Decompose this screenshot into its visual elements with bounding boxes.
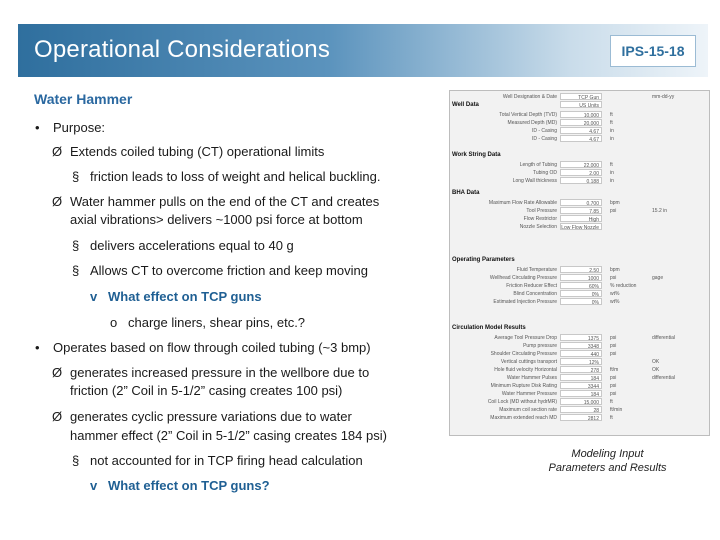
arrow-bullet-icon: Ø bbox=[52, 409, 63, 424]
spreadsheet-row bbox=[450, 119, 709, 127]
row-value-cell: 20,000 bbox=[560, 119, 602, 126]
row-unit: psi bbox=[610, 343, 617, 349]
row-label: Long Wall thickness bbox=[512, 178, 557, 184]
arrow-bullet-icon: Ø bbox=[52, 365, 63, 380]
spreadsheet-row bbox=[450, 406, 709, 414]
row-label: Fluid Temperature bbox=[516, 267, 557, 273]
title-banner bbox=[18, 24, 708, 77]
row-unit: psi bbox=[610, 275, 617, 281]
spreadsheet-row bbox=[450, 414, 709, 422]
row-label: Water Hammer Pulses bbox=[506, 375, 557, 381]
spreadsheet-row bbox=[450, 282, 709, 290]
section-heading: Water Hammer bbox=[34, 91, 133, 107]
row-unit: wt% bbox=[610, 299, 620, 305]
row-note: OK bbox=[652, 359, 660, 365]
arrow-bullet-icon: Ø bbox=[52, 144, 63, 159]
row-unit: psi bbox=[610, 208, 617, 214]
spreadsheet-row bbox=[450, 382, 709, 390]
row-label: Flow Restrictor bbox=[523, 216, 557, 222]
row-label: Length of Tubing bbox=[519, 162, 557, 168]
row-value-cell: 184 bbox=[560, 390, 602, 397]
document-id-badge: IPS-15-18 bbox=[610, 35, 696, 67]
row-value-cell: 2.00 bbox=[560, 169, 602, 176]
diamond-bullet-icon: v bbox=[90, 478, 98, 493]
row-unit: ft bbox=[610, 120, 613, 126]
bullet-operates: • Operates based on flow through coiled tubing (~3 bmp) bbox=[35, 340, 371, 355]
spreadsheet-row bbox=[450, 207, 709, 215]
row-value-cell: 7.85 bbox=[560, 207, 602, 214]
row-label: Well Designation & Date bbox=[502, 94, 557, 100]
arrow-item-pressure: Ø generates increased pressure in the wellbore due to bbox=[52, 365, 370, 380]
row-label: Maximum Flow Rate Allowable bbox=[488, 200, 557, 206]
row-unit: bpm bbox=[610, 267, 620, 273]
row-unit: wt% bbox=[610, 291, 620, 297]
row-unit: ft bbox=[610, 415, 613, 421]
row-unit: in bbox=[610, 128, 614, 134]
row-unit: psi bbox=[610, 351, 617, 357]
circle-bullet-icon: o bbox=[110, 315, 118, 330]
row-value-cell: 4.67 bbox=[560, 127, 602, 134]
arrow-item-cyclic-continued: hammer effect (2” Coil in 5-1/2” casing creates 184 psi) bbox=[70, 428, 387, 443]
spreadsheet-row bbox=[450, 223, 709, 231]
row-unit: bpm bbox=[610, 200, 620, 206]
spreadsheet-row bbox=[450, 398, 709, 406]
section-circulation-results: Circulation Model Results bbox=[452, 325, 526, 331]
square-bullet-icon: § bbox=[72, 238, 80, 253]
row-value-cell: 0% bbox=[560, 298, 602, 305]
row-value-cell: 1000 bbox=[560, 274, 602, 281]
row-value-cell: 440 bbox=[560, 350, 602, 357]
section-well-data: Well Data bbox=[452, 102, 479, 108]
spreadsheet-row bbox=[450, 274, 709, 282]
row-label: Total Vertical Depth (TVD) bbox=[499, 112, 557, 118]
bullet-dot-icon: • bbox=[35, 120, 40, 135]
row-label: Shoulder Circulating Pressure bbox=[490, 351, 557, 357]
row-value-cell: 3348 bbox=[560, 342, 602, 349]
row-unit: psi bbox=[610, 335, 617, 341]
row-value-cell: 3344 bbox=[560, 382, 602, 389]
row-value-cell: 1375 bbox=[560, 334, 602, 341]
row-value-cell: 0.188 bbox=[560, 177, 602, 184]
arrow-item-cyclic: Ø generates cyclic pressure variations due to water bbox=[52, 409, 352, 424]
spreadsheet-row bbox=[450, 169, 709, 177]
row-value-cell: 60% bbox=[560, 282, 602, 289]
spreadsheet-row bbox=[450, 334, 709, 342]
row-label: Nozzle Selection bbox=[519, 224, 557, 230]
spreadsheet-row bbox=[450, 350, 709, 358]
row-label: Maximum extended reach MD bbox=[490, 415, 557, 421]
row-value-cell: 0% bbox=[560, 290, 602, 297]
row-value-cell: 4.67 bbox=[560, 135, 602, 142]
row-label: Blind Concentration bbox=[513, 291, 557, 297]
row-label: Hole fluid velocity Horizontal bbox=[494, 367, 557, 373]
row-note: mm-dd-yy bbox=[652, 94, 675, 100]
row-unit: psi bbox=[610, 383, 617, 389]
bullet-dot-icon: • bbox=[35, 340, 40, 355]
row-label: Minimum Rupture Disk Rating bbox=[490, 383, 557, 389]
diamond-item-tcp-effect-question: v What effect on TCP guns? bbox=[90, 478, 270, 493]
row-value-cell: High bbox=[560, 215, 602, 222]
row-value-cell: 184 bbox=[560, 374, 602, 381]
row-unit: in bbox=[610, 178, 614, 184]
row-note: 15.2 in bbox=[652, 208, 668, 214]
row-label: Vertical cuttings transport bbox=[500, 359, 557, 365]
spreadsheet-row bbox=[450, 358, 709, 366]
row-label: Coil Lock (MD without hydrMR) bbox=[487, 399, 557, 405]
section-operating-parameters: Operating Parameters bbox=[452, 257, 515, 263]
spreadsheet-row bbox=[450, 111, 709, 119]
spreadsheet-row bbox=[450, 390, 709, 398]
row-label: Tubing OD bbox=[533, 170, 557, 176]
row-note: OK bbox=[652, 367, 660, 373]
row-value-cell: 10,000 bbox=[560, 111, 602, 118]
row-unit: ft bbox=[610, 399, 613, 405]
row-value-cell: Low Flow Nozzle bbox=[560, 223, 602, 230]
arrow-item-pulls-continued: axial vibrations> delivers ~1000 psi force at bottom bbox=[70, 212, 363, 227]
row-label: Friction Reducer Effect bbox=[506, 283, 557, 289]
section-bha-data: BHA Data bbox=[452, 190, 480, 196]
spreadsheet-row bbox=[450, 93, 709, 101]
circle-item-charge: o charge liners, shear pins, etc.? bbox=[110, 315, 306, 330]
row-unit: in bbox=[610, 136, 614, 142]
row-note: differential bbox=[652, 335, 675, 341]
row-label: ID - Casing bbox=[531, 136, 557, 142]
arrow-item-pulls: Ø Water hammer pulls on the end of the CT and creates bbox=[52, 194, 380, 209]
row-value-cell: 15,000 bbox=[560, 398, 602, 405]
section-work-string-data: Work String Data bbox=[452, 152, 501, 158]
row-value-cell: US Units bbox=[560, 101, 602, 108]
spreadsheet-row bbox=[450, 374, 709, 382]
row-label: Average Tool Pressure Drop bbox=[494, 335, 557, 341]
row-value-cell: 0.700 bbox=[560, 199, 602, 206]
row-label: Measured Depth (MD) bbox=[507, 120, 557, 126]
bullet-purpose: • Purpose: bbox=[35, 120, 106, 135]
row-label: Water Hammer Pressure bbox=[501, 391, 557, 397]
row-label: Wellhead Circulating Pressure bbox=[489, 275, 557, 281]
row-unit: ft/m bbox=[610, 367, 619, 373]
row-value-cell: 12% bbox=[560, 358, 602, 365]
spreadsheet-row bbox=[450, 135, 709, 143]
square-item-friction: § friction leads to loss of weight and helical buckling. bbox=[72, 169, 381, 184]
spreadsheet-row bbox=[450, 366, 709, 374]
arrow-item-pressure-continued: friction (2” Coil in 5-1/2” casing creates 100 psi) bbox=[70, 383, 343, 398]
spreadsheet-row bbox=[450, 266, 709, 274]
row-unit: psi bbox=[610, 391, 617, 397]
arrow-item-extends: Ø Extends coiled tubing (CT) operational limits bbox=[52, 144, 325, 159]
row-value-cell: 2.50 bbox=[560, 266, 602, 273]
row-value-cell: TCP Gun bbox=[560, 93, 602, 100]
spreadsheet-row bbox=[450, 298, 709, 306]
spreadsheet-row bbox=[450, 342, 709, 350]
row-unit: psi bbox=[610, 375, 617, 381]
row-label: Maximum coil section rate bbox=[499, 407, 557, 413]
spreadsheet-row bbox=[450, 161, 709, 169]
caption-line-1: Modeling Input bbox=[571, 448, 644, 460]
row-unit: ft/min bbox=[610, 407, 623, 413]
square-item-accelerations: § delivers accelerations equal to 40 g bbox=[72, 238, 294, 253]
row-unit: % reduction bbox=[610, 283, 637, 289]
spreadsheet-row bbox=[450, 101, 709, 109]
row-note: differential bbox=[652, 375, 675, 381]
spreadsheet-row bbox=[450, 215, 709, 223]
row-value-cell: 2812 bbox=[560, 414, 602, 421]
arrow-bullet-icon: Ø bbox=[52, 194, 63, 209]
square-item-overcome: § Allows CT to overcome friction and keep moving bbox=[72, 263, 368, 278]
row-unit: ft bbox=[610, 162, 613, 168]
spreadsheet-row bbox=[450, 177, 709, 185]
row-value-cell: 22,000 bbox=[560, 161, 602, 168]
row-label: Pump pressure bbox=[523, 343, 557, 349]
spreadsheet-row bbox=[450, 290, 709, 298]
square-bullet-icon: § bbox=[72, 453, 80, 468]
square-bullet-icon: § bbox=[72, 263, 80, 278]
slide-title: Operational Considerations bbox=[34, 36, 331, 63]
row-value-cell: 278 bbox=[560, 366, 602, 373]
row-label: Estimated Injection Pressure bbox=[493, 299, 557, 305]
caption-line-2: Parameters and Results bbox=[548, 462, 667, 474]
spreadsheet-screenshot bbox=[449, 90, 710, 436]
spreadsheet-row bbox=[450, 199, 709, 207]
square-bullet-icon: § bbox=[72, 169, 80, 184]
row-note: gage bbox=[652, 275, 664, 281]
row-unit: in bbox=[610, 170, 614, 176]
spreadsheet-row bbox=[450, 127, 709, 135]
figure-caption bbox=[540, 447, 675, 475]
row-value-cell: 28 bbox=[560, 406, 602, 413]
row-label: ID - Casing bbox=[531, 128, 557, 134]
row-unit: ft bbox=[610, 112, 613, 118]
diamond-item-tcp-effect: v What effect on TCP guns bbox=[90, 289, 262, 304]
row-label: Tool Pressure bbox=[526, 208, 557, 214]
square-item-not-accounted: § not accounted for in TCP firing head calculation bbox=[72, 453, 363, 468]
diamond-bullet-icon: v bbox=[90, 289, 98, 304]
